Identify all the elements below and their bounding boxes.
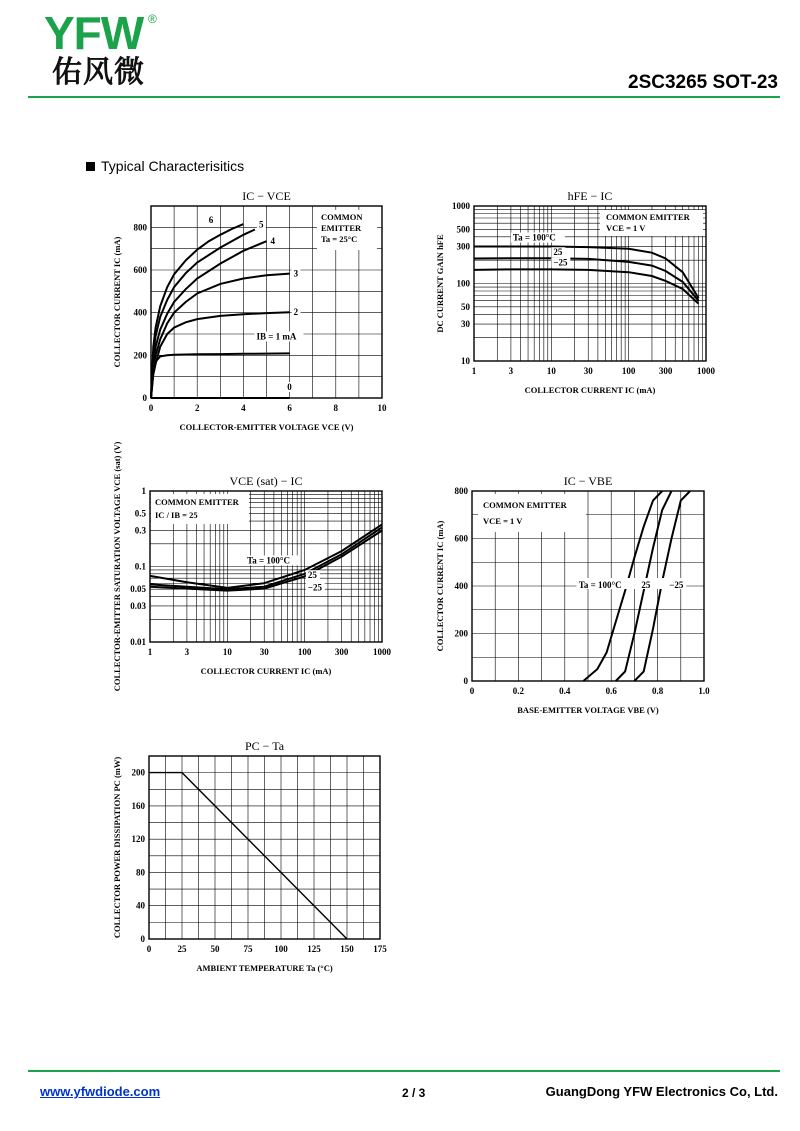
x-tick-label: 300: [334, 647, 349, 657]
registered-mark: ®: [148, 12, 157, 26]
x-tick-label: 25: [177, 944, 187, 954]
y-tick-label: 160: [131, 800, 145, 811]
y-axis-label: DC CURRENT GAIN hFE: [435, 234, 445, 333]
x-tick-label: 0.6: [605, 686, 617, 696]
series-line-1: [474, 258, 699, 301]
curve-label-2: 2: [293, 307, 299, 318]
x-tick-label: 10: [546, 366, 556, 376]
chart-title: VCE (sat) − IC: [229, 474, 303, 488]
chart-ic_vbe: [435, 474, 710, 715]
footer-rule: [28, 1070, 780, 1072]
y-axis-label: COLLECTOR-EMITTER SATURATION VOLTAGE VCE (sat) (V): [112, 441, 122, 692]
curve-label-25: 25: [307, 570, 317, 581]
y-tick-label: 0: [140, 934, 145, 944]
y-tick-label: 200: [454, 628, 468, 639]
x-tick-label: 0.4: [559, 686, 571, 696]
section-title-text: Typical Characterisitics: [101, 158, 245, 174]
curve-label-100c: Ta = 100°C: [247, 555, 290, 566]
x-tick-label: 4: [241, 403, 246, 413]
x-tick-label: 1.0: [698, 686, 710, 696]
chart-ic_vce: [112, 189, 387, 432]
y-tick-label: 50: [461, 301, 470, 312]
x-tick-label: 0: [469, 686, 475, 696]
y-tick-label: 120: [131, 834, 145, 845]
y-tick-label: 10: [461, 356, 470, 366]
x-tick-label: 100: [274, 944, 288, 954]
x-tick-label: 10: [377, 403, 387, 413]
x-tick-label: 175: [373, 944, 387, 954]
y-tick-label: 300: [456, 241, 470, 252]
y-axis-label: COLLECTOR CURRENT IC (mA): [435, 520, 445, 652]
annotation-text: COMMON EMITTER: [606, 212, 690, 222]
x-tick-label: 100: [621, 366, 636, 376]
x-tick-label: 1000: [697, 366, 715, 376]
curve-label-25: 25: [553, 247, 563, 258]
y-tick-label: 1000: [452, 201, 470, 211]
page-number: 2 / 3: [402, 1086, 426, 1100]
x-tick-label: 0: [148, 403, 154, 413]
y-tick-label: 0.3: [134, 525, 146, 536]
y-tick-label: 0: [463, 676, 468, 686]
series-line-0: [474, 247, 699, 299]
y-tick-label: 0.05: [130, 584, 146, 595]
chart-title: PC − Ta: [244, 739, 285, 753]
annotation-text: COMMON EMITTER: [483, 500, 567, 510]
curve-label-4: 4: [270, 236, 275, 247]
x-tick-label: 2: [194, 403, 200, 413]
curve-label-25: 25: [641, 580, 651, 590]
series-line-2: [474, 269, 699, 303]
y-tick-label: 0.1: [134, 561, 146, 572]
y-tick-label: 0.01: [130, 637, 146, 647]
chart-title: hFE − IC: [567, 189, 613, 203]
chart-pc_ta: [112, 739, 387, 973]
x-tick-label: 3: [508, 366, 514, 376]
x-axis-label: BASE-EMITTER VOLTAGE VBE (V): [517, 705, 659, 715]
annotation-text: VCE = 1 V: [483, 516, 523, 526]
x-axis-label: AMBIENT TEMPERATURE Ta (°C): [196, 963, 333, 973]
x-tick-label: 0: [146, 944, 152, 954]
curve-label-3: 3: [293, 268, 299, 279]
y-tick-label: 200: [133, 350, 147, 361]
y-axis-label: COLLECTOR POWER DISSIPATION PC (mW): [112, 756, 122, 939]
y-tick-label: 600: [133, 265, 147, 275]
annotation-text: EMITTER: [321, 223, 362, 233]
curve-label-minus25: −25: [307, 582, 323, 593]
y-tick-label: 800: [454, 486, 468, 496]
curve-label-6: 6: [208, 215, 214, 226]
x-tick-label: 3: [184, 647, 190, 657]
x-tick-label: 1: [471, 366, 477, 376]
annotation-text: VCE = 1 V: [606, 223, 646, 233]
x-tick-label: 125: [307, 944, 321, 954]
curve-label-minus25: −25: [669, 580, 684, 590]
y-tick-label: 0.5: [134, 508, 146, 519]
x-tick-label: 75: [243, 944, 253, 954]
y-tick-label: 400: [133, 307, 147, 318]
y-tick-label: 40: [136, 900, 145, 911]
y-tick-label: 500: [456, 224, 470, 235]
x-axis-label: COLLECTOR-EMITTER VOLTAGE VCE (V): [179, 422, 354, 432]
curve-label-100c: Ta = 100°C: [512, 232, 556, 243]
x-tick-label: 0.2: [512, 686, 525, 696]
annotation-text: Ta = 25°C: [321, 234, 358, 244]
y-tick-label: 1: [141, 486, 146, 496]
x-tick-label: 6: [287, 403, 292, 413]
chart-title: IC − VCE: [242, 189, 291, 203]
chart-title: IC − VBE: [563, 474, 613, 488]
y-tick-label: 100: [456, 278, 470, 289]
x-axis-label: COLLECTOR CURRENT IC (mA): [524, 385, 656, 395]
company-name: GuangDong YFW Electronics Co, Ltd.: [545, 1084, 778, 1099]
y-tick-label: 0: [142, 393, 147, 403]
x-tick-label: 8: [333, 403, 339, 413]
chart-hfe_ic: [435, 189, 716, 395]
chart-vcesat_ic: [112, 442, 392, 692]
logo-yfw: YFW: [44, 7, 144, 59]
x-tick-label: 0.8: [651, 686, 664, 696]
annotation-text: IC / IB = 25: [155, 510, 198, 520]
x-tick-label: 1000: [373, 647, 391, 657]
x-axis-label: COLLECTOR CURRENT IC (mA): [200, 666, 332, 676]
x-tick-label: 300: [658, 366, 673, 376]
curve-label-0: 0: [287, 382, 292, 392]
y-tick-label: 30: [461, 319, 470, 330]
curve-label-ib1: IB = 1 mA: [256, 331, 297, 342]
y-tick-label: 400: [454, 581, 468, 591]
y-tick-label: 200: [131, 767, 145, 778]
curve-label-5: 5: [258, 219, 264, 230]
x-tick-label: 50: [210, 944, 220, 954]
part-number: 2SC3265 SOT-23: [628, 72, 778, 93]
y-tick-label: 0.03: [130, 600, 146, 611]
y-axis-label: COLLECTOR CURRENT IC (mA): [112, 236, 122, 368]
annotation-text: COMMON: [321, 212, 363, 222]
x-tick-label: 30: [259, 647, 269, 657]
y-tick-label: 600: [454, 533, 468, 544]
logo-chinese: 佑风微: [52, 55, 145, 90]
x-tick-label: 30: [583, 366, 593, 376]
curve-label-minus25: −25: [553, 257, 568, 268]
x-tick-label: 10: [222, 647, 232, 657]
x-tick-label: 150: [340, 944, 354, 954]
y-tick-label: 800: [133, 222, 147, 233]
curve-label-100c: Ta = 100°C: [578, 580, 622, 590]
x-tick-label: 1: [147, 647, 153, 657]
annotation-text: COMMON EMITTER: [155, 497, 239, 507]
y-tick-label: 80: [136, 867, 145, 878]
footer-website-link[interactable]: www.yfwdiode.com: [40, 1084, 161, 1099]
grid-pc_ta: [149, 756, 380, 939]
series-line-2: [151, 241, 267, 398]
x-tick-label: 100: [297, 647, 312, 657]
